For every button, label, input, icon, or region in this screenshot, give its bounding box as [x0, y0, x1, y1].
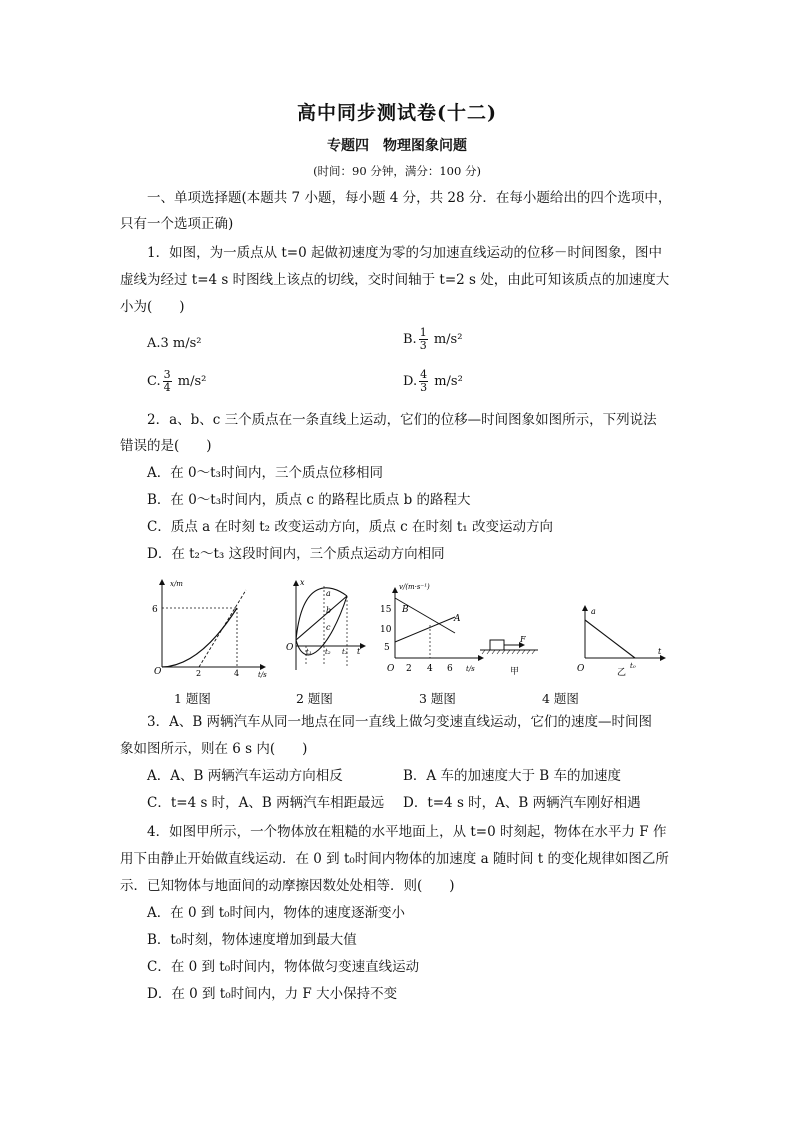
fraction-numerator: 4 [420, 368, 428, 381]
fig1-tick-y6: 6 [152, 605, 158, 615]
fig3-line-b [395, 598, 455, 633]
fig2-tick-t2: t₂ [325, 648, 331, 656]
q2-option-d: D．在 t₂～t₃ 这段时间内，三个质点运动方向相同 [147, 546, 445, 562]
q2-option-c: C．质点 a 在时刻 t₂ 改变运动方向，质点 c 在时刻 t₁ 改变运动方向 [147, 519, 553, 535]
fraction-numerator: 1 [419, 326, 427, 339]
q4-option-a: A．在 0 到 t₀时间内，物体的速度逐渐变小 [147, 905, 406, 921]
fig3-tick-x6: 6 [447, 664, 453, 674]
fig3-xlabel: t/s [466, 665, 475, 673]
fig2-label-a: a [326, 589, 331, 598]
figure-4-yi-at-graph [577, 606, 665, 678]
q2-option-a: A．在 0～t₃时间内，三个质点位移相同 [147, 465, 383, 481]
fig1-xlabel: t/s [258, 671, 267, 678]
q3-option-b: B．A 车的加速度大于 B 车的加速度 [403, 768, 621, 784]
fig2-ylabel: x [300, 578, 305, 587]
fig1-tick-x2: 2 [196, 669, 202, 678]
fig2-xlabel: t [357, 647, 361, 656]
fig1-tick-x4: 4 [234, 669, 240, 678]
fig3-ylabel: v/(m·s⁻¹) [399, 583, 430, 591]
q1-option-b-fraction [419, 327, 428, 352]
fig3-label-a: A [454, 614, 461, 624]
fig2-label-c: c [326, 623, 331, 632]
fig2-curve-a [296, 588, 347, 640]
fig1-ylabel: x/m [170, 580, 183, 588]
fig1-parabola [162, 608, 237, 667]
q1-option-d-prefix: D. [403, 374, 418, 389]
page-subtitle: 专题四 物理图象问题 [327, 138, 467, 154]
figure-3-vt-graph [380, 583, 483, 674]
fig4-ylabel: a [591, 607, 596, 616]
fig3-tick-15: 15 [380, 605, 392, 615]
q2-option-b: B．在 0～t₃时间内，质点 c 的路程比质点 b 的路程大 [147, 492, 471, 508]
q4-line3: 示．已知物体与地面间的动摩擦因数处处相等．则( ) [120, 878, 455, 894]
fig1-origin: O [154, 667, 162, 677]
fraction-denominator: 4 [163, 381, 171, 394]
q1-option-b [403, 327, 462, 352]
q1-option-d-unit: m/s² [430, 374, 463, 389]
section-instructions-line2: 只有一个选项正确) [120, 216, 234, 232]
exam-meta: (时间：90 分钟，满分：100 分) [313, 164, 481, 178]
figure-2-caption: 2 题图 [296, 691, 333, 706]
fig4-a-line [585, 620, 635, 658]
q4-option-c: C．在 0 到 t₀时间内，物体做匀变速直线运动 [147, 959, 420, 975]
fig3-tick-x2: 2 [406, 664, 412, 674]
q2-line1: 2．a、b、c 三个质点在一条直线上运动，它们的位移—时间图象如图所示，下列说法 [147, 412, 657, 428]
q1-option-c-fraction [163, 369, 172, 394]
q1-option-a: A.3 m/s² [147, 336, 202, 351]
q3-option-d: D．t=4 s 时，A、B 两辆汽车刚好相遇 [403, 795, 641, 811]
fig4-jia-label: 甲 [510, 667, 520, 677]
q2-line2: 错误的是( ) [120, 438, 212, 454]
q3-option-c: C．t=4 s 时，A、B 两辆汽车相距最远 [147, 795, 385, 811]
fig4-origin: O [577, 664, 585, 674]
q1-line2: 虚线为经过 t=4 s 时图线上该点的切线，交时间轴于 t=2 s 处，由此可知该质点的加速度大 [120, 272, 670, 288]
fig2-label-b: b [326, 606, 332, 615]
q1-option-b-prefix: B. [403, 332, 417, 347]
fig4-tick-t0: t₀ [630, 662, 636, 670]
fig3-line-a [395, 617, 455, 642]
q1-option-d [403, 369, 463, 394]
fig2-origin: O [286, 643, 294, 653]
fig3-tick-x4: 4 [427, 664, 433, 674]
figure-4-jia-block [480, 635, 538, 677]
fig1-tangent-line [199, 590, 246, 667]
q1-option-c [147, 369, 206, 394]
page-title: 高中同步测试卷(十二) [297, 102, 497, 124]
q1-line3: 小为( ) [120, 299, 185, 315]
figure-3-caption: 3 题图 [419, 691, 456, 706]
fig2-tick-t3: t₃ [342, 648, 348, 656]
q4-line1: 4．如图甲所示，一个物体放在粗糙的水平地面上，从 t=0 时刻起，物体在水平力 F 作 [147, 824, 667, 840]
fig4-force-label: F [520, 635, 526, 644]
q3-line2: 象如图所示，则在 6 s 内( ) [120, 741, 308, 757]
fraction-numerator: 3 [163, 368, 171, 381]
q1-option-d-fraction [419, 369, 428, 394]
fig4-block [490, 640, 504, 650]
fraction-denominator: 3 [420, 381, 428, 394]
figure-2-xt-graph [286, 578, 365, 670]
fig4-xlabel: t [658, 647, 662, 656]
fraction-denominator: 3 [419, 339, 427, 352]
q1-line1: 1．如图，为一质点从 t=0 起做初速度为零的匀加速直线运动的位移－时间图象，图中 [147, 245, 662, 261]
fig4-yi-label: 乙 [617, 668, 627, 678]
fig3-tick-5: 5 [384, 643, 390, 653]
q4-option-d: D．在 0 到 t₀时间内，力 F 大小保持不变 [147, 986, 398, 1002]
figures-row [140, 578, 680, 678]
q1-option-c-unit: m/s² [173, 374, 207, 389]
fig3-tick-10: 10 [380, 625, 392, 635]
q1-option-c-prefix: C. [147, 374, 161, 389]
fig3-origin: O [387, 664, 395, 674]
q4-line2: 用下由静止开始做直线运动．在 0 到 t₀时间内物体的加速度 a 随时间 t 的变化规律如图乙所 [120, 851, 669, 867]
fig2-tick-t1: t₁ [306, 648, 312, 656]
figure-4-caption: 4 题图 [542, 691, 579, 706]
fig4-ground-hatch [482, 650, 535, 654]
figure-1-xt-graph [152, 580, 267, 678]
section-instructions-line1: 一、单项选择题(本题共 7 小题，每小题 4 分，共 28 分．在每小题给出的四个选项中， [147, 190, 672, 206]
q1-option-b-unit: m/s² [429, 332, 463, 347]
figure-1-caption: 1 题图 [174, 691, 211, 706]
q3-option-a: A．A、B 两辆汽车运动方向相反 [147, 768, 343, 784]
fig3-label-b: B [402, 605, 409, 615]
q4-option-b: B．t₀时刻，物体速度增加到最大值 [147, 932, 357, 948]
q3-line1: 3．A、B 两辆汽车从同一地点在同一直线上做匀变速直线运动，它们的速度—时间图 [147, 714, 653, 730]
